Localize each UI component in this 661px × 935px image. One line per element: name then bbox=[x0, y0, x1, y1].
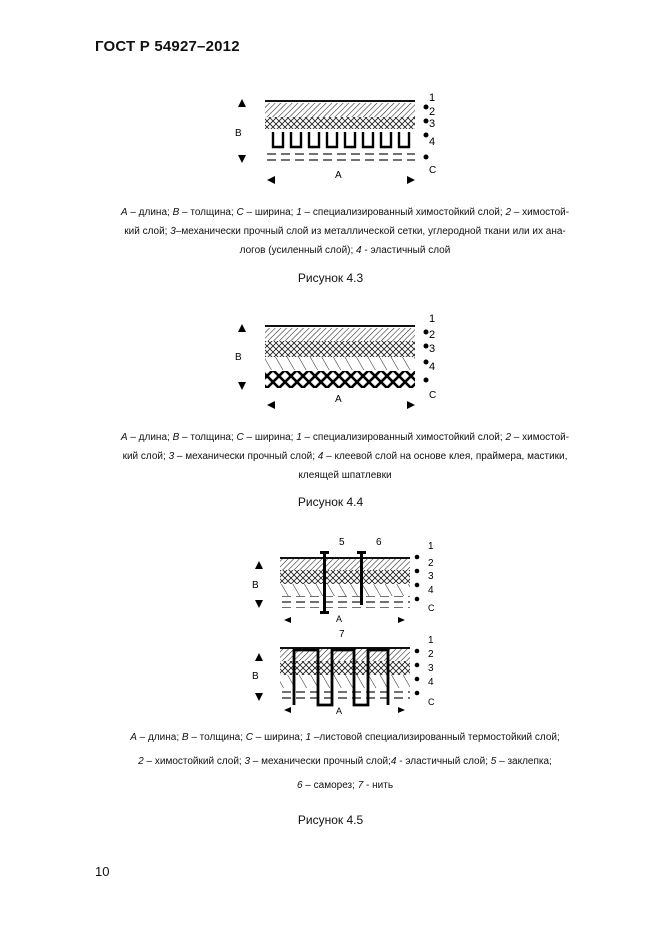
svg-text:2: 2 bbox=[428, 558, 434, 569]
svg-text:3: 3 bbox=[428, 663, 434, 674]
caption-text: – заклепка; bbox=[496, 756, 552, 767]
caption-key: 4 bbox=[390, 756, 397, 767]
caption-text: – толщина; bbox=[188, 732, 246, 743]
caption-key: B bbox=[172, 432, 180, 443]
caption-key: 3 bbox=[168, 451, 175, 462]
caption-key: 2 bbox=[505, 207, 512, 218]
caption-line bbox=[85, 774, 605, 798]
caption-text: – химостой- bbox=[511, 432, 570, 443]
caption-text: - эластичный слой; bbox=[396, 756, 491, 767]
caption-key: 2 bbox=[505, 432, 512, 443]
caption-text: кий слой; bbox=[124, 226, 171, 237]
svg-text:C: C bbox=[428, 603, 435, 613]
caption-key: A bbox=[120, 207, 128, 218]
page-number: 10 bbox=[95, 864, 110, 879]
label-a: A bbox=[335, 170, 342, 181]
svg-text:1: 1 bbox=[428, 635, 434, 646]
caption-text: – механически прочный слой; bbox=[250, 756, 391, 767]
caption-key: 4 bbox=[317, 451, 324, 462]
svg-text:4: 4 bbox=[429, 136, 436, 148]
caption-key: 5 bbox=[490, 756, 497, 767]
svg-text:4: 4 bbox=[428, 677, 434, 688]
caption-text: – саморез; bbox=[302, 780, 358, 791]
label-b: B bbox=[235, 128, 242, 139]
caption-text: клеящей шпатлевки bbox=[298, 470, 392, 481]
caption-key: 4 bbox=[356, 245, 362, 256]
svg-text:A: A bbox=[335, 394, 342, 405]
svg-text:1: 1 bbox=[428, 541, 434, 552]
caption-line bbox=[85, 222, 605, 241]
caption-text: – механически прочный слой; bbox=[174, 451, 318, 462]
caption-key: 1 bbox=[305, 732, 312, 743]
caption-line bbox=[85, 428, 605, 447]
caption-text: – клеевой слой на основе клея, праймера, мастики, bbox=[323, 451, 568, 462]
caption-key: 3 bbox=[244, 756, 251, 767]
caption-text: – толщина; bbox=[179, 207, 237, 218]
caption-key: 2 bbox=[138, 756, 144, 767]
caption-text: логов (усиленный слой); bbox=[239, 245, 357, 256]
caption-key: C bbox=[236, 207, 244, 218]
svg-text:1: 1 bbox=[429, 92, 436, 104]
caption-line bbox=[85, 750, 605, 774]
figure-4-4-title: Рисунок 4.4 bbox=[297, 495, 364, 509]
caption-text: – химостой- bbox=[511, 207, 570, 218]
svg-text:3: 3 bbox=[429, 343, 436, 355]
svg-text:1: 1 bbox=[429, 313, 436, 325]
caption-line bbox=[85, 241, 605, 260]
caption-text: – химостойкий слой; bbox=[143, 756, 245, 767]
caption-text: – ширина; bbox=[243, 207, 297, 218]
svg-text:7: 7 bbox=[339, 629, 345, 640]
svg-text:B: B bbox=[252, 580, 259, 591]
svg-text:2: 2 bbox=[429, 329, 436, 341]
caption-key: C bbox=[245, 732, 254, 743]
caption-line bbox=[85, 203, 605, 222]
caption-text: – специализированный химостойкий слой; bbox=[301, 432, 506, 443]
svg-text:4: 4 bbox=[429, 361, 436, 373]
svg-text:B: B bbox=[235, 352, 242, 363]
caption-key: 1 bbox=[296, 432, 302, 443]
figure-4-4-diagram bbox=[225, 310, 445, 415]
caption-line bbox=[85, 726, 605, 750]
caption-text: – ширина; bbox=[243, 432, 297, 443]
svg-text:C: C bbox=[429, 165, 437, 176]
caption-key: 6 bbox=[296, 780, 303, 791]
caption-text: - нить bbox=[363, 780, 394, 791]
svg-text:2: 2 bbox=[429, 106, 436, 118]
caption-text: – специализированный химостойкий слой; bbox=[301, 207, 506, 218]
svg-text:5: 5 bbox=[339, 537, 345, 548]
svg-text:2: 2 bbox=[428, 649, 434, 660]
svg-text:B: B bbox=[252, 671, 259, 682]
caption-key: 7 bbox=[357, 780, 364, 791]
caption-line bbox=[85, 447, 605, 466]
caption-text: – длина; bbox=[136, 732, 182, 743]
figure-4-3-title: Рисунок 4.3 bbox=[297, 271, 364, 285]
caption-text: –механически прочный слой из металлической сетки, углеродной ткани или их ана- bbox=[175, 226, 566, 237]
caption-text: –листовой специализированный термостойкий слой; bbox=[311, 732, 560, 743]
figure-4-4-caption bbox=[85, 428, 605, 485]
figure-4-5-title: Рисунок 4.5 bbox=[297, 813, 364, 827]
svg-text:3: 3 bbox=[429, 118, 436, 130]
caption-text: - эластичный слой bbox=[361, 245, 451, 256]
svg-text:6: 6 bbox=[376, 537, 382, 548]
svg-text:A: A bbox=[336, 706, 343, 716]
caption-key: B bbox=[181, 732, 189, 743]
caption-key: A bbox=[120, 432, 128, 443]
caption-text: кий слой; bbox=[122, 451, 169, 462]
svg-text:A: A bbox=[336, 614, 343, 624]
svg-text:3: 3 bbox=[428, 571, 434, 582]
svg-text:4: 4 bbox=[428, 585, 434, 596]
caption-key: A bbox=[130, 732, 137, 743]
svg-text:C: C bbox=[429, 390, 437, 401]
caption-text: – длина; bbox=[127, 207, 173, 218]
svg-text:C: C bbox=[428, 697, 435, 707]
caption-key: C bbox=[236, 432, 244, 443]
figure-4-3-caption bbox=[85, 203, 605, 260]
figure-4-3-diagram bbox=[225, 85, 445, 190]
figure-4-5-diagram bbox=[240, 533, 440, 718]
caption-line bbox=[85, 466, 605, 485]
caption-text: – толщина; bbox=[179, 432, 237, 443]
document-header: ГОСТ Р 54927–2012 bbox=[95, 38, 240, 55]
caption-text: – ширина; bbox=[253, 732, 306, 743]
caption-key: 1 bbox=[296, 207, 302, 218]
caption-text: – длина; bbox=[127, 432, 173, 443]
figure-4-5-caption bbox=[85, 726, 605, 798]
caption-key: 3 bbox=[170, 226, 176, 237]
caption-key: B bbox=[172, 207, 180, 218]
